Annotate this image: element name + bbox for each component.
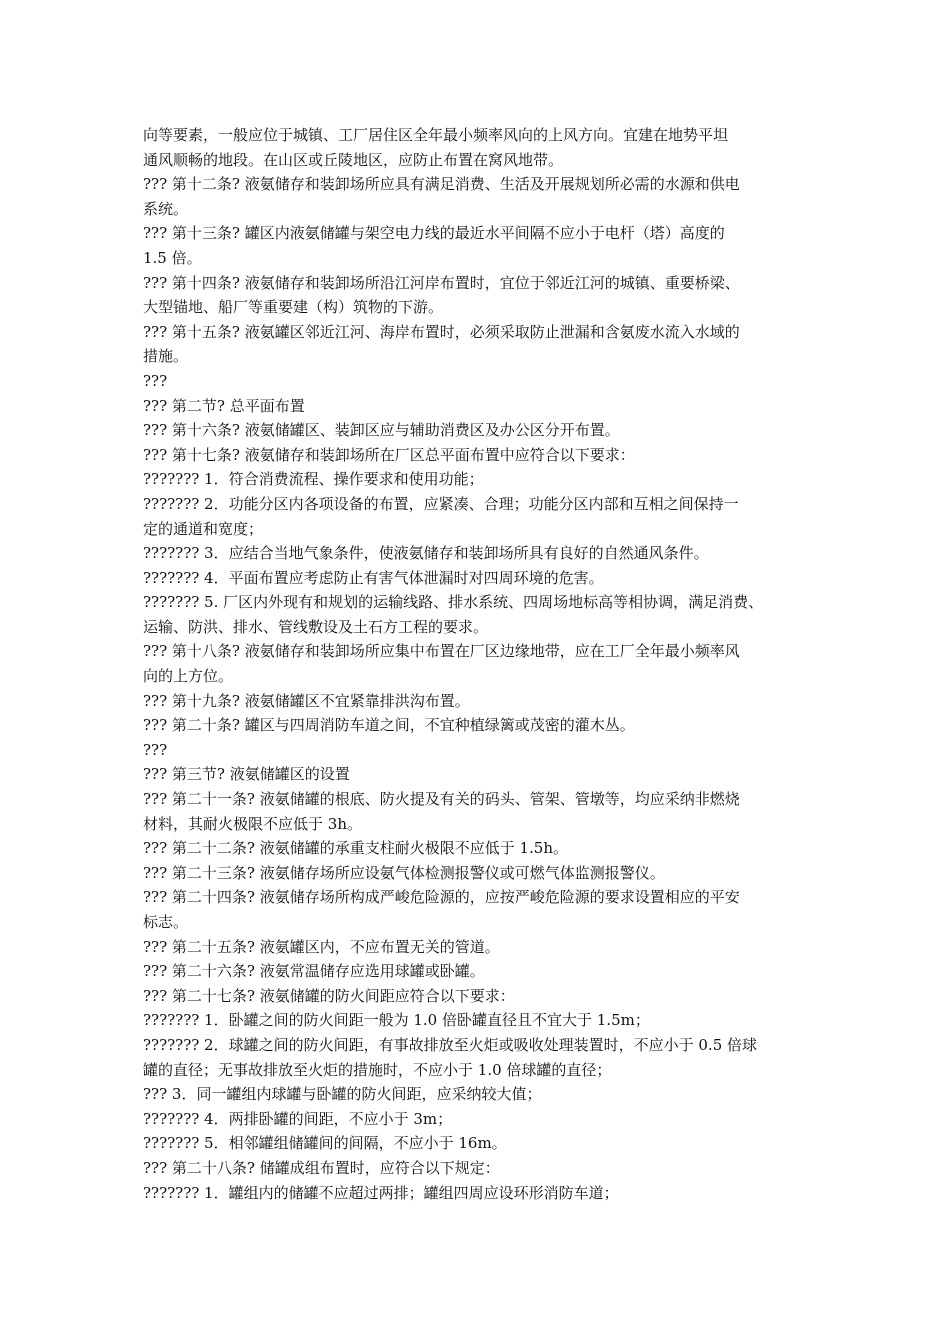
text-line: ??????? 5．相邻罐组储罐间的间隔，不应小于 16m。 (143, 1134, 507, 1153)
text-line: ??????? 4．平面布置应考虑防止有害气体泄漏时对四周环境的危害。 (143, 568, 604, 587)
text-line: ??? (143, 371, 168, 390)
text-line: ??? 第十六条? 液氨储罐区、装卸区应与辅助消费区及办公区分开布置。 (143, 421, 620, 440)
text-line: ??????? 2．功能分区内各项设备的布置，应紧凑、合理；功能分区内部和互相之间保持一 (143, 494, 739, 513)
text-line: ??????? 2．球罐之间的防火间距，有事故排放至火炬或吸收处理装置时，不应小于 0.5 倍球 (143, 1035, 758, 1054)
text-line: ??? 第十四条? 液氨储存和装卸场所沿江河岸布置时，宜位于邻近江河的城镇、重要桥梁、 (143, 273, 740, 292)
text-line: 向等要素，一般应位于城镇、工厂居住区全年最小频率风向的上风方向。宜建在地势平坦 (143, 126, 729, 144)
text-line: 运输、防洪、排水、管线敷设及土石方工程的要求。 (143, 617, 489, 636)
text-line: ??????? 1．卧罐之间的防火间距一般为 1.0 倍卧罐直径且不宜大于 1.5m； (143, 1011, 650, 1030)
text-line: ??? 3．同一罐组内球罐与卧罐的防火间距，应采纳较大值； (143, 1085, 542, 1104)
text-line: 向的上方位。 (143, 667, 234, 686)
text-line: ??? (143, 740, 168, 759)
text-line: ??? 第十五条? 液氨罐区邻近江河、海岸布置时，必须采取防止泄漏和含氨废水流入水域的 (143, 322, 740, 341)
text-line: ??? 第二十八条? 储罐成组布置时，应符合以下规定： (143, 1158, 500, 1177)
text-line: ??? 第十七条? 液氨储存和装卸场所在厂区总平面布置中应符合以下要求： (143, 445, 635, 464)
section-heading: ??? 第二节? 总平面布置 (143, 396, 305, 415)
text-line: ??? 第二十条? 罐区与四周消防车道之间，不宜种植绿篱或茂密的灌木丛。 (143, 716, 635, 735)
text-line: ??? 第二十四条? 液氨储存场所构成严峻危险源的，应按严峻危险源的要求设置相应的平安 (143, 888, 740, 907)
text-line: ??? 第十九条? 液氨储罐区不宜紧靠排洪沟布置。 (143, 691, 470, 710)
text-line: 通风顺畅的地段。在山区或丘陵地区，应防止布置在窝风地带。 (143, 150, 564, 169)
text-line: 大型锚地、船厂等重要建（构）筑物的下游。 (143, 298, 444, 317)
text-line: ??????? 1．罐组内的储罐不应超过两排；罐组四周应设环形消防车道； (143, 1183, 619, 1202)
document-body (143, 123, 823, 1205)
text-line: ??? 第二十六条? 液氨常温储存应选用球罐或卧罐。 (143, 962, 485, 981)
text-line: ??? 第二十二条? 液氨储罐的承重支柱耐火极限不应低于 1.5h。 (143, 839, 568, 858)
section-heading: ??? 第三节? 液氨储罐区的设置 (143, 765, 350, 784)
text-line: ??????? 1．符合消费流程、操作要求和使用功能； (143, 470, 484, 489)
text-line: 定的通道和宽度； (143, 519, 264, 538)
text-line: 1.5 倍。 (143, 248, 202, 267)
text-line: 罐的直径；无事故排放至火炬的措施时，不应小于 1.0 倍球罐的直径； (143, 1060, 612, 1079)
text-line: ??? 第二十一条? 液氨储罐的根底、防火提及有关的码头、管架、管墩等，均应采纳非燃烧 (143, 790, 740, 809)
text-line: ??? 第二十五条? 液氨罐区内，不应布置无关的管道。 (143, 937, 500, 956)
text-line: 材料，其耐火极限不应低于 3h。 (143, 814, 362, 833)
text-line: ??? 第十三条? 罐区内液氨储罐与架空电力线的最近水平间隔不应小于电杆（塔）高度的 (143, 224, 725, 243)
text-line: 标志。 (143, 913, 189, 931)
text-line: ??????? 4．两排卧罐的间距，不应小于 3m； (143, 1109, 453, 1128)
text-line: ??? 第十二条? 液氨储存和装卸场所应具有满足消费、生活及开展规划所必需的水源和供电 (143, 175, 740, 194)
text-line: ??? 第二十三条? 液氨储存场所应设氨气体检测报警仪或可燃气体监测报警仪。 (143, 863, 665, 882)
text-line: ??? 第二十七条? 液氨储罐的防火间距应符合以下要求： (143, 986, 515, 1005)
text-line: ??????? 5. 厂区内外现有和规划的运输线路、排水系统、四周场地标高等相协调，满足消费、 (143, 593, 764, 612)
text-line: 系统。 (143, 199, 189, 218)
text-line: ??????? 3．应结合当地气象条件，使液氨储存和装卸场所具有良好的自然通风条件。 (143, 544, 709, 563)
text-line: 措施。 (143, 347, 189, 366)
text-line: ??? 第十八条? 液氨储存和装卸场所应集中布置在厂区边缘地带，应在工厂全年最小频率风 (143, 642, 740, 661)
